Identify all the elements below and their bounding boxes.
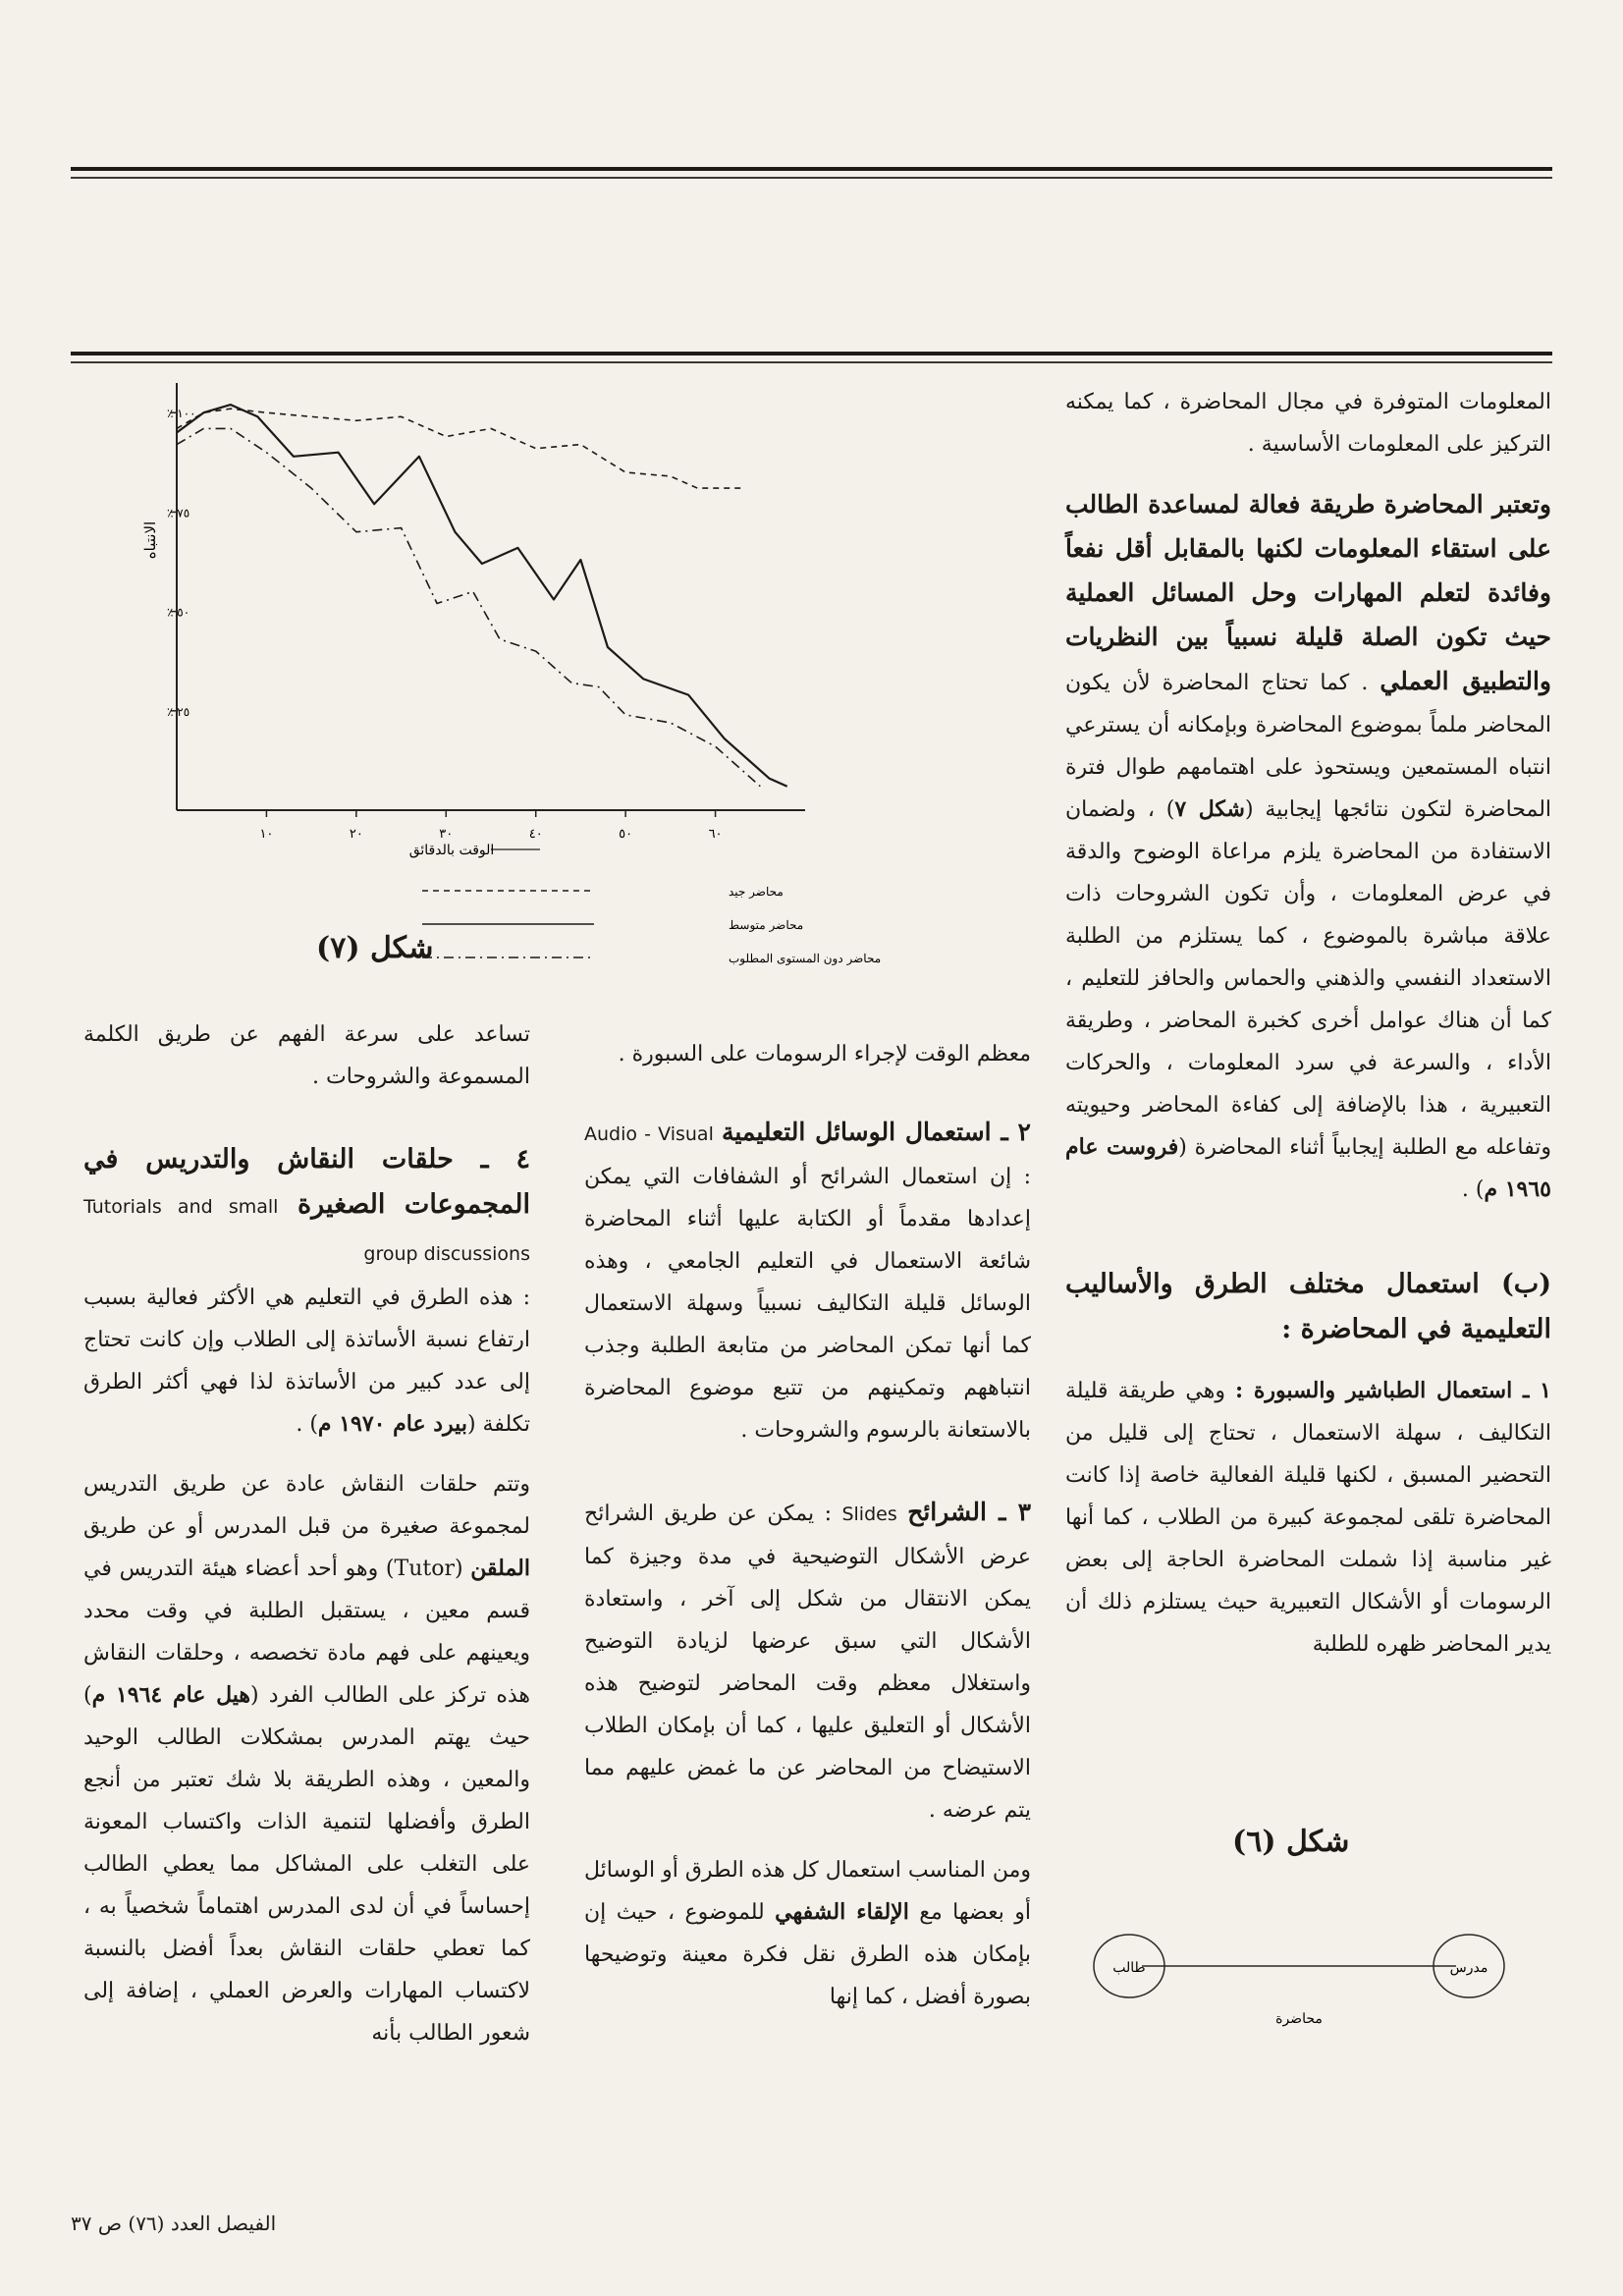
left-node-label: طالب (1112, 1960, 1146, 1976)
text: ) ، ولضمان الاستفادة من المحاضرة يلزم مراعاة الوضوح والدقة في عرض المعلومات ، وأن تكون الشروحات ذات علاقة مباشرة بالموضوع ، كما يستلزم من الطلبة الاستعداد النفسي والذهني والحماس والحافز للتعليم ، كما أن هناك عوامل أخرى كخبرة المحاضر ، وطريقة الأداء ، والسرعة في سرد المعلومات ، والحركات التعبيرية ، هذا بالإضافة إلى كفاءة المحاضر وحيويته وتفاعله مع الطلبة إيجابياً أثناء المحاضرة ( (1065, 797, 1551, 1160)
y-tick-label: ١٠٠ ٪ (167, 407, 196, 421)
content-rule-thin (71, 361, 1552, 363)
paragraph: معظم الوقت لإجراء الرسومات على السبورة . (618, 1042, 1031, 1066)
paragraph (584, 1849, 1031, 2018)
right-column (1065, 381, 1551, 1666)
text: ) . (296, 1412, 318, 1437)
legend-label: محاضر دون المستوى المطلوب (729, 952, 882, 965)
latin-term: Slides (841, 1503, 897, 1525)
paragraph: المعلومات المتوفرة في مجال المحاضرة ، كما يمكنه التركيز على المعلومات الأساسية . (1065, 390, 1551, 457)
paragraph (1065, 1370, 1551, 1666)
y-tick-label: ٥٠ ٪ (167, 605, 190, 620)
legend-label: محاضر جيد (729, 885, 784, 899)
figure6-caption: شكل (٦) (1232, 1825, 1350, 1859)
bold-statement: وتعتبر المحاضرة طريقة فعالة لمساعدة الطالب على استقاء المعلومات لكنها بالمقابل أقل نفعاً وفائدة لتعلم المهارات وحل المسائل العملية حيث تكون الصلة قليلة نسبياً بين النظريات والتطبيق العملي (1065, 490, 1551, 695)
series-line (177, 405, 787, 787)
citation: هيل عام ١٩٦٤ م (91, 1682, 251, 1708)
section-heading (83, 1137, 530, 1277)
y-tick-label: ٧٥ ٪ (167, 506, 190, 520)
series-line (177, 428, 760, 786)
chart-ticks (167, 407, 723, 842)
x-tick-label: ٢٠ (349, 827, 363, 842)
subsection-title: ٢ ـ استعمال الوسائل التعليمية (721, 1118, 1031, 1146)
text: (Tutor) وهو أحد أعضاء هيئة التدريس في قسم معين ، يستقبل الطلبة في وقت محدد ويعينهم على فهم مادة تخصصه ، وحلقات النقاش هذه تركز على الطالب الفرد ( (83, 1557, 531, 1708)
x-axis-label: الوقت بالدقائق (408, 843, 495, 858)
text: وتتم حلقات النقاش عادة عن طريق التدريس لمجموعة صغيرة من قبل المدرس أو عن طريق (83, 1472, 530, 1539)
text: : هذه الطرق في التعليم هي الأكثر فعالية بسبب ارتفاع نسبة الأساتذة إلى الطلاب وإن كانت تحتاج إلى عدد كبير من الأساتذة لذا فهي أكثر الطرق تكلفة ( (83, 1285, 530, 1437)
text: . كما تحتاج المحاضرة لأن يكون المحاضر ملماً بموضوع المحاضرة وبإمكانه أن يسترعي انتباه المستمعين ويستحوذ على اهتمامهم طوال فترة المحاضرة لتكون نتائجها إيجابية ( (1065, 671, 1552, 822)
bold-term: الملقن (470, 1556, 530, 1581)
text: للموضوع ، حيث إن بإمكان هذه الطرق نقل فكرة معينة وتوضيحها بصورة أفضل ، كما إنها (584, 1900, 1031, 2009)
legend-label: محاضر متوسط (729, 918, 804, 932)
right-node-label: مدرس (1449, 1960, 1488, 1976)
text: ) حيث يهتم المدرس بمشكلات الطالب الوحيد والمعين ، وهذه الطريقة بلا شك تعتبر من أنجع الطرق وأفضلها لتنمية الذات واكتساب المعونة على التغلب على المشاكل مما يعطي الطالب إحساساً في أن لدى المدرس اهتماماً شخصياً به ، كما تعطي حلقات النقاش بعداً أفضل بالنسبة لاكتساب المهارات والعرض العملي ، إضافة إلى شعور الطالب بأنه (83, 1683, 530, 2046)
latin-term: Audio - Visual (584, 1123, 714, 1145)
bold-term: الإلقاء الشفهي (775, 1899, 909, 1925)
y-axis-label: الانتباه (141, 520, 159, 560)
section-heading: (ب) استعمال مختلف الطرق والأساليب التعليمية في المحاضرة : (1065, 1269, 1551, 1344)
paragraph (1065, 483, 1551, 1211)
page-footer: الفيصل العدد (٧٦) ص ٣٧ (71, 2212, 277, 2235)
left-column (83, 1013, 530, 2054)
x-tick-label: ١٠ (259, 827, 274, 842)
bottom-label: محاضرة (1275, 2011, 1323, 2027)
top-rule (71, 167, 1552, 171)
x-tick-label: ٥٠ (619, 827, 633, 842)
heading-text: ٤ ـ حلقات النقاش والتدريس في المجموعات الصغيرة (83, 1144, 530, 1220)
text: ومن المناسب استعمال كل هذه الطرق أو الوسائل أو بعضها مع (584, 1858, 1031, 1925)
figure-reference: شكل ٧ (1174, 796, 1245, 822)
text: وهي طريقة قليلة التكاليف ، سهلة الاستعمال ، تحتاج إلى قليل من التحضير المسبق ، لكنها قليلة الفعالية خاصة إذا كانت المحاضرة تلقى لمجموعة كبيرة من الطلاب ، كما أنها غير مناسبة إذا شملت المحاضرة الحاجة إلى بعض الرسومات أو الأشكال التعبيرية حيث يستلزم ذلك أن يدير المحاضر ظهره للطلبة (1065, 1379, 1551, 1657)
figure7-chart (128, 373, 882, 992)
chart-axes (177, 383, 805, 849)
content-rule (71, 352, 1552, 355)
x-tick-label: ٣٠ (439, 827, 454, 842)
figure7-caption: شكل (٧) (316, 931, 434, 965)
y-tick-label: ٢٥ ٪ (167, 704, 190, 719)
paragraph (83, 1463, 530, 2054)
paragraph (83, 1277, 530, 1446)
figure6-diagram (1088, 1925, 1510, 2033)
citation: بيرد عام ١٩٧٠ م (317, 1411, 467, 1437)
middle-column (584, 1033, 1031, 2018)
chart-legend (422, 885, 881, 965)
subsection-title: ١ ـ استعمال الطباشير والسبورة : (1235, 1378, 1551, 1403)
latin-term: Tutorials and small group discussions (83, 1196, 530, 1265)
text: : يمكن عن طريق الشرائح عرض الأشكال التوضيحية في مدة وجيزة كما يمكن الانتقال من شكل إلى آخر ، واستعادة الأشكال التي سبق عرضها لزيادة التوضيح واستغلال معظم وقت المحاضر لتوضيح هذه الأشكال أو التعليق عليها ، كما أن بإمكان الطلاب الاستيضاح من المحاضر عن ما غمض عليهم مما يتم عرضه . (584, 1502, 1031, 1823)
paragraph (584, 1491, 1031, 1831)
paragraph (584, 1111, 1031, 1451)
paragraph: تساعد على سرعة الفهم عن طريق الكلمة المسموعة والشروحات . (83, 1022, 530, 1089)
text: : إن استعمال الشرائح أو الشفافات التي يمكن إعدادها مقدماً أو الكتابة عليها أثناء المحاضرة شائعة الاستعمال في التعليم الجامعي ، وهذه الوسائل قليلة التكاليف نسبياً وسهلة الاستعمال كما أنها تمكن المحاضر من متابعة الطلبة وجذب انتباههم وتمكينهم من تتبع موضوع المحاضرة بالاستعانة بالرسوم والشروحات . (584, 1165, 1031, 1443)
top-rule-thin (71, 177, 1552, 179)
subsection-title: ٣ ـ الشرائح (907, 1498, 1031, 1526)
x-tick-label: ٦٠ (708, 827, 723, 842)
text: ) . (1461, 1177, 1485, 1202)
chart-series (177, 405, 787, 787)
x-tick-label: ٤٠ (528, 827, 543, 842)
citation: فروست عام ١٩٦٥ م (1065, 1134, 1551, 1202)
